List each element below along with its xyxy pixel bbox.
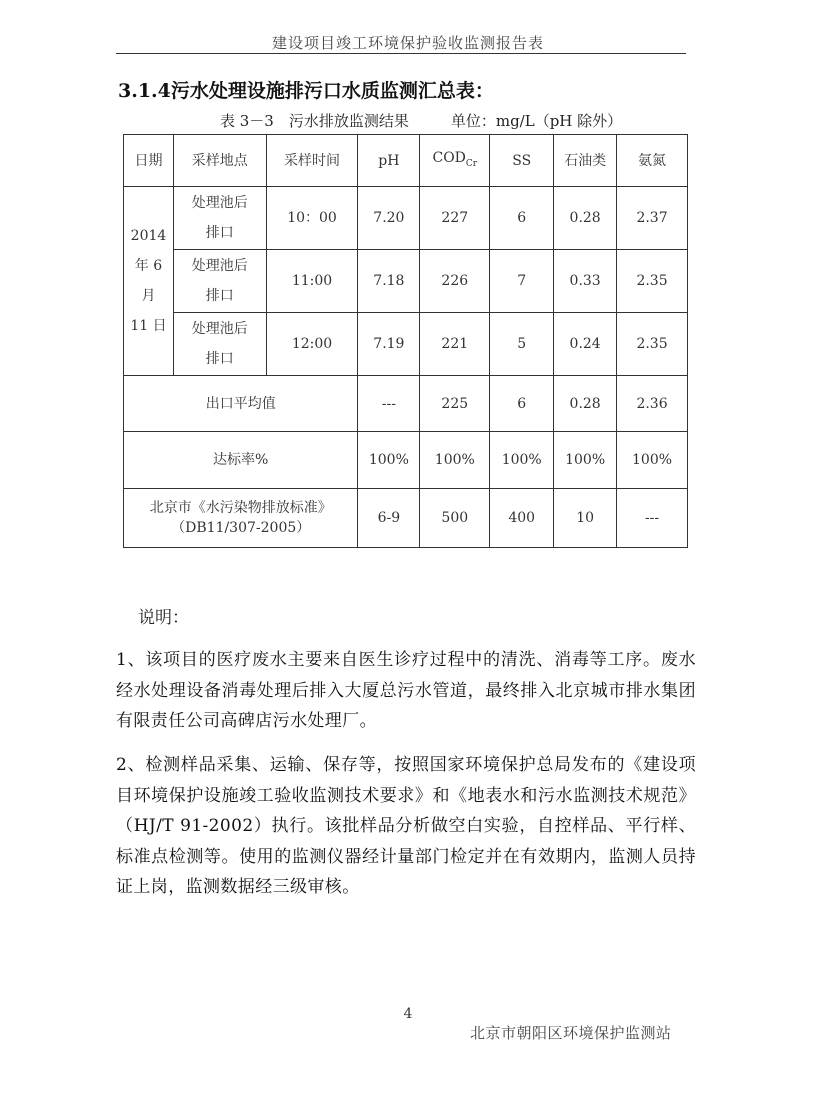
standard-label-line: （DB11/307-2005）: [171, 520, 311, 536]
sample-location-line: 排口: [205, 351, 234, 367]
monitoring-results-table: [123, 134, 688, 548]
oil-value: 100%: [554, 432, 617, 489]
ph-value: 7.20: [358, 187, 420, 250]
ph-value: 100%: [358, 432, 420, 489]
ss-value: 6: [490, 376, 554, 432]
table-caption-title: 表 3－3 污水排放监测结果: [220, 112, 409, 130]
oil-value: 10: [554, 489, 617, 548]
ph-value: 7.19: [358, 313, 420, 376]
header-cod-main: COD: [432, 149, 466, 166]
average-label: 出口平均值: [124, 376, 358, 432]
page-number: 4: [403, 1006, 413, 1022]
cod-value: 221: [420, 313, 490, 376]
ammonia-value: ---: [617, 489, 688, 548]
sample-location-line: 处理池后: [191, 321, 248, 337]
sample-date: [124, 187, 174, 376]
ammonia-value: 2.35: [617, 250, 688, 313]
average-row: [124, 376, 688, 432]
page-header-title: 建设项目竣工环境保护验收监测报告表: [271, 34, 544, 52]
ammonia-value: 2.36: [617, 376, 688, 432]
header-ss: SS: [490, 135, 554, 187]
oil-value: 0.28: [554, 376, 617, 432]
ph-value: 6-9: [358, 489, 420, 548]
sample-location: [173, 250, 266, 313]
header-rule: [116, 53, 686, 54]
cod-value: 100%: [420, 432, 490, 489]
cod-value: 225: [420, 376, 490, 432]
cod-value: 500: [420, 489, 490, 548]
header-cod-sub: Cr: [465, 158, 478, 169]
sample-date-line: 11 日: [130, 318, 167, 334]
ss-value: 100%: [490, 432, 554, 489]
note-paragraph-2: 2、检测样品采集、运输、保存等，按照国家环境保护总局发布的《建设项目环境保护设施竣工验收监测技术要求》和《地表水和污水监测技术规范》（HJ/T 91-2002）执行。该批样品分析做空白实验，自控样品、平行样、标准点检测等。使用的监测仪器经计量部门检定并在有效期内，监测人员持证上岗，监测数据经三级审核。: [116, 755, 696, 897]
footer-organization: 北京市朝阳区环境保护监测站: [470, 1024, 672, 1042]
table-row: [124, 187, 688, 250]
ammonia-value: 2.37: [617, 187, 688, 250]
compliance-label: 达标率%: [124, 432, 358, 489]
standard-label: [124, 489, 358, 548]
ph-value: 7.18: [358, 250, 420, 313]
table-header-row: [124, 135, 688, 187]
sample-location-line: 排口: [205, 288, 234, 304]
oil-value: 0.24: [554, 313, 617, 376]
ss-value: 5: [490, 313, 554, 376]
standard-row: [124, 489, 688, 548]
notes-label: 说明：: [138, 608, 189, 628]
header-cod: [420, 135, 490, 187]
header-date: 日期: [124, 135, 174, 187]
header-ammonia: 氨氮: [617, 135, 688, 187]
sample-location-line: 处理池后: [191, 195, 248, 211]
header-oil: 石油类: [554, 135, 617, 187]
sample-location-line: 处理池后: [191, 258, 248, 274]
sample-location: [173, 313, 266, 376]
ammonia-value: 2.35: [617, 313, 688, 376]
sample-time: 12:00: [266, 313, 358, 376]
sample-location-line: 排口: [205, 225, 234, 241]
cod-value: 227: [420, 187, 490, 250]
sample-date-line: 年 6 月: [134, 258, 163, 304]
table-row: [124, 250, 688, 313]
header-ph: pH: [358, 135, 420, 187]
sample-time: 10：00: [266, 187, 358, 250]
table-row: [124, 313, 688, 376]
oil-value: 0.28: [554, 187, 617, 250]
section-title: 3.1.4污水处理设施排污口水质监测汇总表：: [118, 80, 494, 102]
table-unit: 单位：mg/L（pH 除外）: [450, 112, 623, 130]
note-paragraph-1: 1、该项目的医疗废水主要来自医生诊疗过程中的清洗、消毒等工序。废水经水处理设备消毒处理后排入大厦总污水管道，最终排入北京城市排水集团有限责任公司高碑店污水处理厂。: [116, 650, 696, 731]
table-caption: [220, 110, 622, 131]
ph-value: ---: [358, 376, 420, 432]
compliance-row: [124, 432, 688, 489]
ss-value: 6: [490, 187, 554, 250]
standard-label-line: 北京市《水污染物排放标准》: [149, 500, 332, 516]
sample-location: [173, 187, 266, 250]
cod-value: 226: [420, 250, 490, 313]
header-time: 采样时间: [266, 135, 358, 187]
ss-value: 400: [490, 489, 554, 548]
sample-date-line: 2014: [130, 228, 167, 244]
sample-time: 11:00: [266, 250, 358, 313]
ss-value: 7: [490, 250, 554, 313]
oil-value: 0.33: [554, 250, 617, 313]
header-location: 采样地点: [173, 135, 266, 187]
ammonia-value: 100%: [617, 432, 688, 489]
